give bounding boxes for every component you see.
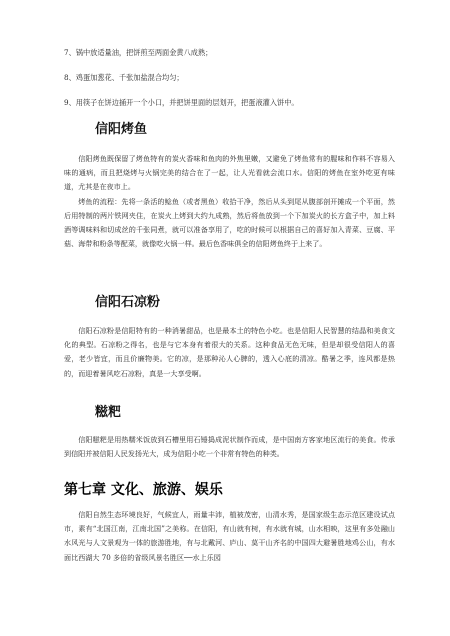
paragraph: 信阳糍粑是用热糯米饭放到石槽里用石锤捣成泥状制作而成，是中国南方客家地区流行的美食。传承到信阳并被信阳人民发扬光大，成为信阳小吃一个非常有特色的种类。 (64, 435, 395, 459)
section-body-ciba (64, 433, 395, 461)
recipe-step-9: 9、用筷子在饼边捅开一个小口，并把饼里面的层划开，把蛋液灌入饼中。 (64, 98, 299, 107)
section-heading-kaoyu: 信阳烤鱼 (95, 122, 148, 137)
section-body-kaoyu (64, 152, 395, 251)
chapter-body (64, 508, 395, 565)
section-heading-shiliangfen: 信阳石凉粉 (95, 295, 161, 310)
paragraph: 信阳烤鱼既保留了烤鱼特有的炭火香味和鱼肉的外焦里嫩，又避免了烤鱼常有的腥味和作料不容易入味的通病，而且把烧烤与火锅完美的结合在了一起，让人光看就会流口水。信阳的烤鱼在室外吃更有味道，尤其是在夜市上。 (64, 154, 395, 192)
section-heading-ciba: 糍粑 (95, 405, 122, 420)
section-body-shiliangfen (64, 324, 395, 381)
paragraph: 信阳自然生态环境良好，气候宜人，雨量丰沛，植被茂密，山清水秀，是国家级生态示范区建设试点市，素有“北国江南，江南北国”之美称。在信阳，有山就有树，有水就有城，山水相映，这里有多处融山水风光与人文景观为一体的旅游胜地，有与北戴河、庐山、莫干山齐名的中国四大避暑胜地鸡公山，有水面比西湖大 70 多倍的省级风景名胜区──水上乐园 (64, 510, 395, 562)
recipe-step-8: 8、鸡蛋加葱花、千张加盐混合均匀； (64, 73, 184, 82)
recipe-step-7: 7、锅中放适量油，把饼煎至两面金黄八成熟； (64, 48, 213, 57)
paragraph: 信阳石凉粉是信阳特有的一种消暑甜品，也是最本土的特色小吃。也是信阳人民智慧的结晶和美食文化的典型。石凉粉之得名，也是与它本身有着很大的关系。这种食品无色无味，但是却很受信阳人的喜爱，老少皆宜，而且价廉物美。它的凉，是那种沁人心脾的，透入心底的清凉。酷暑之季，连风都是热的，而迎着暑风吃石凉粉，真是一大享受啊。 (64, 326, 395, 378)
chapter-heading: 第七章 文化、旅游、娱乐 (64, 482, 223, 498)
paragraph: 烤鱼的流程：先将一条活的鲶鱼（或者黑鱼）收拾干净，然后从头到尾从腹部剖开摊成一个平面，然后用特制的两片铁网夹住，在炭火上烤到大约九成熟，然后将鱼放到一个下加炭火的长方盒子中，加上料酒等调味料和切成丝的千张同煮，就可以准备享用了，吃的时候可以根据自己的喜好加入青菜、豆腐、平菇、海带和粉条等配菜，就像吃火锅一样。最后色香味俱全的信阳烤鱼终于上来了。 (64, 196, 395, 249)
